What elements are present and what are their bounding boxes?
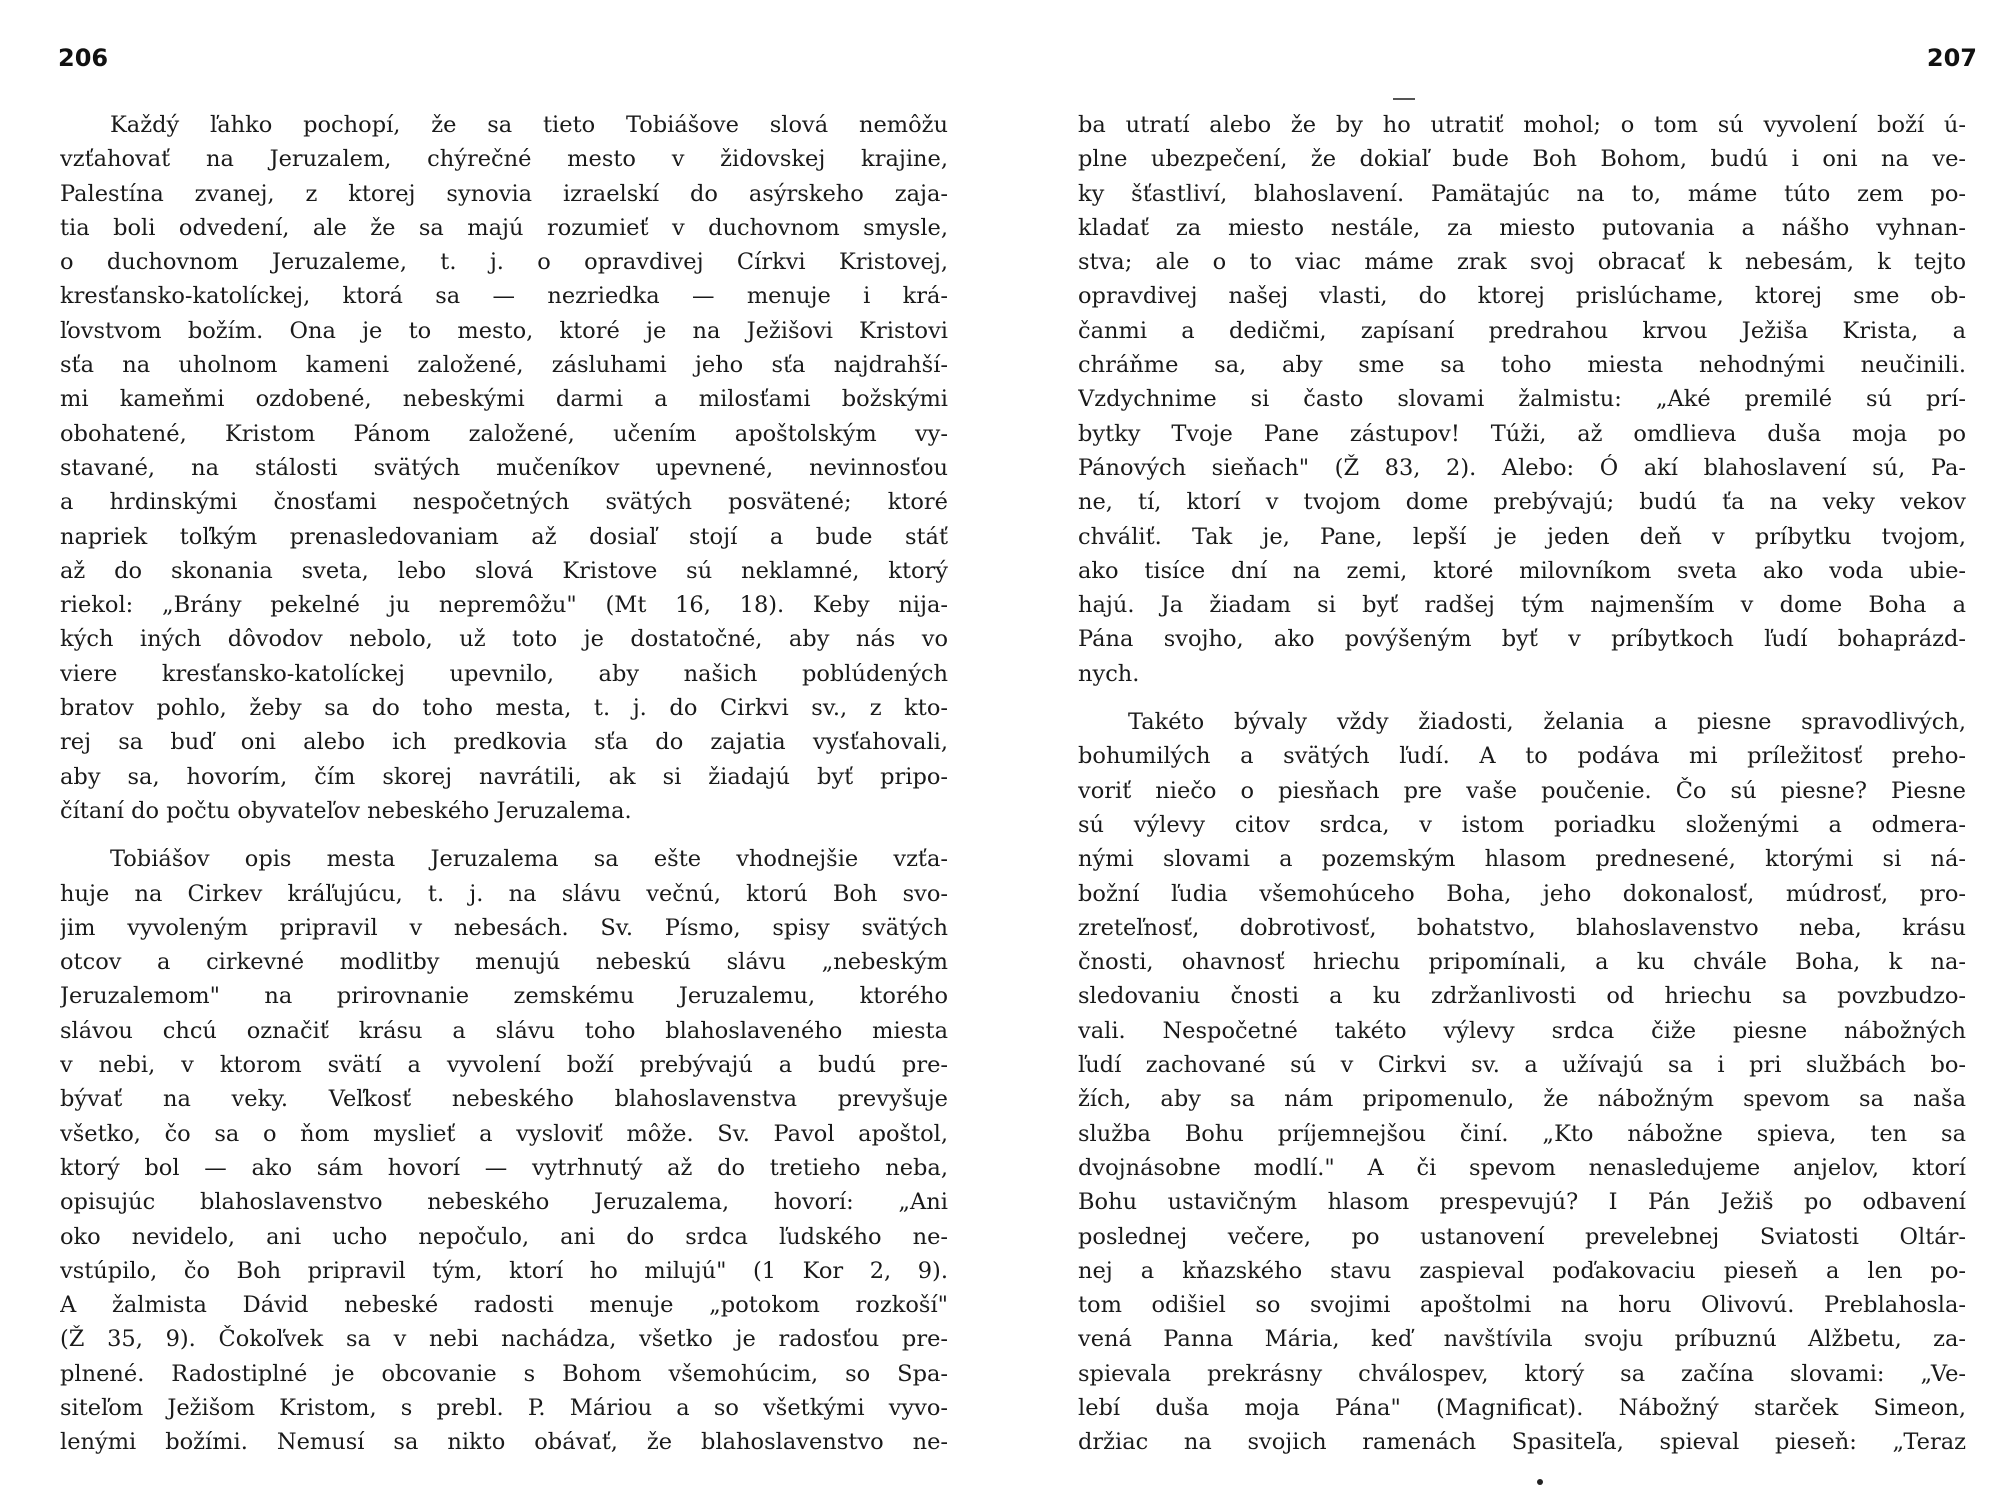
text-line: huje na Cirkev kráľujúcu, t. j. na slávu večnú, ktorú Boh svo-	[60, 880, 948, 907]
text-line: spievala prekrásny chválospev, ktorý sa začína slovami: „Ve-	[1078, 1360, 1966, 1387]
text-line: voriť niečo o piesňach pre vaše poučenie. Čo sú piesne? Piesne	[1078, 777, 1966, 804]
text-line: v nebi, v ktorom svätí a vyvolení boží prebývajú a budú pre-	[60, 1052, 948, 1079]
text-line: viere kresťansko-katolíckej upevnilo, aby našich poblúdených	[60, 660, 948, 687]
text-line: Tobiášov opis mesta Jeruzalema sa ešte vhodnejšie vzťa-	[110, 846, 948, 873]
text-line: bytky Tvoje Pane zástupov! Túži, až omdlieva duša moja po	[1078, 420, 1966, 447]
text-line: Každý ľahko pochopí, že sa tieto Tobiášove slová nemôžu	[110, 112, 948, 138]
text-line: obohatené, Kristom Pánom založené, učením apoštolským vy-	[60, 420, 948, 447]
text-line: mi kameňmi ozdobené, nebeskými darmi a milosťami božskými	[60, 386, 948, 413]
paragraph-gap	[60, 828, 948, 842]
text-line: aby sa, hovorím, čím skorej navrátili, ak si žiadajú byť pripo-	[60, 763, 948, 790]
text-line: kresťansko-katolíckej, ktorá sa — nezriedka — menuje i krá-	[60, 283, 948, 310]
text-line: ako tisíce dní na zemi, ktoré milovníkom sveta ako voda ubie-	[1078, 557, 1966, 584]
paragraph	[60, 842, 948, 1459]
text-line: sú výlevy citov srdca, v istom poriadku složenými a odmera-	[1078, 811, 1966, 838]
text-line: stavané, na stálosti svätých mučeníkov upevnené, nevinnosťou	[60, 454, 948, 481]
text-line: Pánových sieňach" (Ž 83, 2). Alebo: Ó akí blahoslavení sú, Pa-	[1078, 454, 1966, 481]
text-line: bývať na veky. Veľkosť nebeského blahoslavenstva prevyšuje	[60, 1086, 948, 1113]
text-line: ľudí zachované sú v Cirkvi sv. a užívajú sa i pri službách bo-	[1078, 1052, 1966, 1079]
paragraph	[60, 108, 948, 828]
text-line: oko nevidelo, ani ucho nepočulo, ani do srdca ľudského ne-	[60, 1223, 948, 1250]
text-line: Pána svojho, ako povýšeným byť v príbytkoch ľudí bohaprázd-	[1078, 626, 1966, 653]
text-line: vali. Nespočetné takéto výlevy srdca čiže piesne nábožných	[1078, 1017, 1966, 1044]
paragraph-gap	[1078, 691, 1966, 705]
text-line: opisujúc blahoslavenstvo nebeského Jeruzalema, hovorí: „Ani	[60, 1189, 948, 1216]
text-line: lenými božími. Nemusí sa nikto obávať, že blahoslavenstvo ne-	[60, 1429, 948, 1456]
text-line: bratov pohlo, žeby sa do toho mesta, t. j. do Cirkvi sv., z kto-	[60, 695, 948, 722]
text-line: žích, aby sa nám pripomenulo, že nábožným spevom sa naša	[1078, 1086, 1966, 1113]
text-line: Vzdychnime si často slovami žalmistu: „Aké premilé sú prí-	[1078, 386, 1966, 413]
text-line: Bohu ustavičným hlasom prespevujú? I Pán Ježiš po odbavení	[1078, 1189, 1966, 1216]
text-line: držiac na svojich ramenách Spasiteľa, spieval pieseň: „Teraz	[1078, 1429, 1966, 1456]
text-line: ky šťastliví, blahoslavení. Pamätajúc na to, máme túto zem po-	[1078, 180, 1966, 207]
text-line: sťa na uholnom kameni založené, zásluhami jeho sťa najdrahší-	[60, 352, 948, 379]
text-line: Takéto bývaly vždy žiadosti, želania a piesne spravodlivých,	[1128, 709, 1966, 736]
text-line: chváliť. Tak je, Pane, lepší je jeden deň v príbytku tvojom,	[1078, 523, 1966, 550]
text-line: bohumilých a svätých ľudí. A to podáva mi príležitosť preho-	[1078, 743, 1966, 770]
text-line: kladať za miesto nestále, za miesto putovania a nášho vyhnan-	[1078, 214, 1966, 241]
text-line: božní ľudia všemohúceho Boha, jeho dokonalosť, múdrosť, pro-	[1078, 880, 1966, 907]
page-text	[1078, 108, 1966, 1460]
text-line: plnené. Radostiplné je obcovanie s Bohom všemohúcim, so Spa-	[60, 1360, 948, 1387]
page-number: 206	[58, 44, 109, 72]
text-line: plne ubezpečení, že dokiaľ bude Boh Bohom, budú i oni na ve-	[1078, 146, 1966, 173]
text-line: zreteľnosť, dobrotivosť, bohatstvo, blahoslavenstvo neba, krásu	[1078, 914, 1966, 941]
text-line: služba Bohu príjemnejšou činí. „Kto nábožne spieva, ten sa	[1078, 1120, 1966, 1147]
text-line: stva; ale o to viac máme zrak svoj obracať k nebesám, k tejto	[1078, 249, 1966, 276]
print-mark	[1393, 98, 1415, 100]
text-line: Jeruzalemom" na prirovnanie zemskému Jeruzalemu, ktorého	[60, 983, 948, 1010]
text-line: A žalmista Dávid nebeské radosti menuje „potokom rozkoší"	[60, 1292, 948, 1319]
text-line: jim vyvoleným pripravil v nebesách. Sv. Písmo, spisy svätých	[60, 914, 948, 941]
text-line: Palestína zvanej, z ktorej synovia izraelskí do asýrskeho zaja-	[60, 180, 948, 207]
text-line: tom odišiel so svojimi apoštolmi na horu Olivovú. Preblahosla-	[1078, 1292, 1966, 1319]
text-line: až do skonania sveta, lebo slová Kristove sú neklamné, ktorý	[60, 557, 948, 584]
text-line: čítaní do počtu obyvateľov nebeského Jeruzalema.	[60, 797, 632, 824]
text-line: dvojnásobne modlí." A či spevom nenasledujeme anjelov, ktorí	[1078, 1154, 1966, 1181]
page-text	[60, 108, 948, 1460]
text-line: všetko, čo sa o ňom myslieť a vysloviť môže. Sv. Pavol apoštol,	[60, 1120, 948, 1147]
text-line: ľovstvom božím. Ona je to mesto, ktoré je na Ježišovi Kristovi	[60, 317, 948, 344]
text-line: chráňme sa, aby sme sa toho miesta nehodnými neučinili.	[1078, 352, 1966, 379]
text-line: sledovaniu čnosti a ku zdržanlivosti od hriechu sa povzbudzo-	[1078, 983, 1966, 1010]
text-line: poslednej večere, po ustanovení prevelebnej Sviatosti Oltár-	[1078, 1223, 1966, 1250]
text-line: rej sa buď oni alebo ich predkovia sťa do zajatia vysťahovali,	[60, 729, 948, 756]
text-line: (Ž 35, 9). Čokoľvek sa v nebi nachádza, všetko je radosťou pre-	[60, 1326, 948, 1353]
text-line: čnosti, ohavnosť hriechu pripomínali, a ku chvále Boha, k na-	[1078, 949, 1966, 976]
text-line: riekol: „Brány pekelné ju nepremôžu" (Mt 16, 18). Keby nija-	[60, 592, 948, 619]
text-line: čanmi a dedičmi, zapísaní predrahou krvou Ježiša Krista, a	[1078, 317, 1966, 344]
text-line: kých iných dôvodov nebolo, už toto je dostatočné, aby nás vo	[60, 626, 948, 653]
text-line: ba utratí alebo že by ho utratiť mohol; o tom sú vyvolení boží ú-	[1078, 112, 1966, 138]
text-line: hajú. Ja žiadam si byť radšej tým najmenším v dome Boha a	[1078, 592, 1966, 619]
right-page	[1006, 0, 2012, 1500]
text-line: lebí duša moja Pána" (Magnificat). Nábožný starček Simeon,	[1078, 1394, 1966, 1421]
text-line: nými slovami a pozemským hlasom prednesené, ktorými si ná-	[1078, 846, 1966, 873]
text-line: opravdivej našej vlasti, do ktorej prislúchame, ktorej sme ob-	[1078, 283, 1966, 310]
paragraph	[1078, 108, 1966, 691]
print-dot	[1537, 1479, 1543, 1485]
text-line: ktorý bol — ako sám hovorí — vytrhnutý až do tretieho neba,	[60, 1154, 948, 1181]
page-number: 207	[1926, 44, 1977, 72]
text-line: vená Panna Mária, keď navštívila svoju príbuznú Alžbetu, za-	[1078, 1326, 1966, 1353]
text-line: siteľom Ježišom Kristom, s prebl. P. Máriou a so všetkými vyvo-	[60, 1394, 948, 1421]
text-line: vzťahovať na Jeruzalem, chýrečné mesto v židovskej krajine,	[60, 146, 948, 173]
text-line: vstúpilo, čo Boh pripravil tým, ktorí ho milujú" (1 Kor 2, 9).	[60, 1257, 948, 1284]
text-line: tia boli odvedení, ale že sa majú rozumieť v duchovnom smysle,	[60, 214, 948, 241]
text-line: otcov a cirkevné modlitby menujú nebeskú slávu „nebeským	[60, 949, 948, 976]
text-line: napriek toľkým prenasledovaniam až dosiaľ stojí a bude stáť	[60, 523, 948, 550]
paragraph	[1078, 705, 1966, 1460]
text-line: nych.	[1078, 660, 1140, 687]
text-line: ne, tí, ktorí v tvojom dome prebývajú; budú ťa na veky vekov	[1078, 489, 1966, 516]
text-line: nej a kňazského stavu zaspieval poďakovaciu pieseň a len po-	[1078, 1257, 1966, 1284]
text-line: slávou chcú označiť krásu a slávu toho blahoslaveného miesta	[60, 1017, 948, 1044]
text-line: o duchovnom Jeruzaleme, t. j. o opravdivej Církvi Kristovej,	[60, 249, 948, 276]
text-line: a hrdinskými čnosťami nespočetných svätých posvätené; ktoré	[60, 489, 948, 516]
